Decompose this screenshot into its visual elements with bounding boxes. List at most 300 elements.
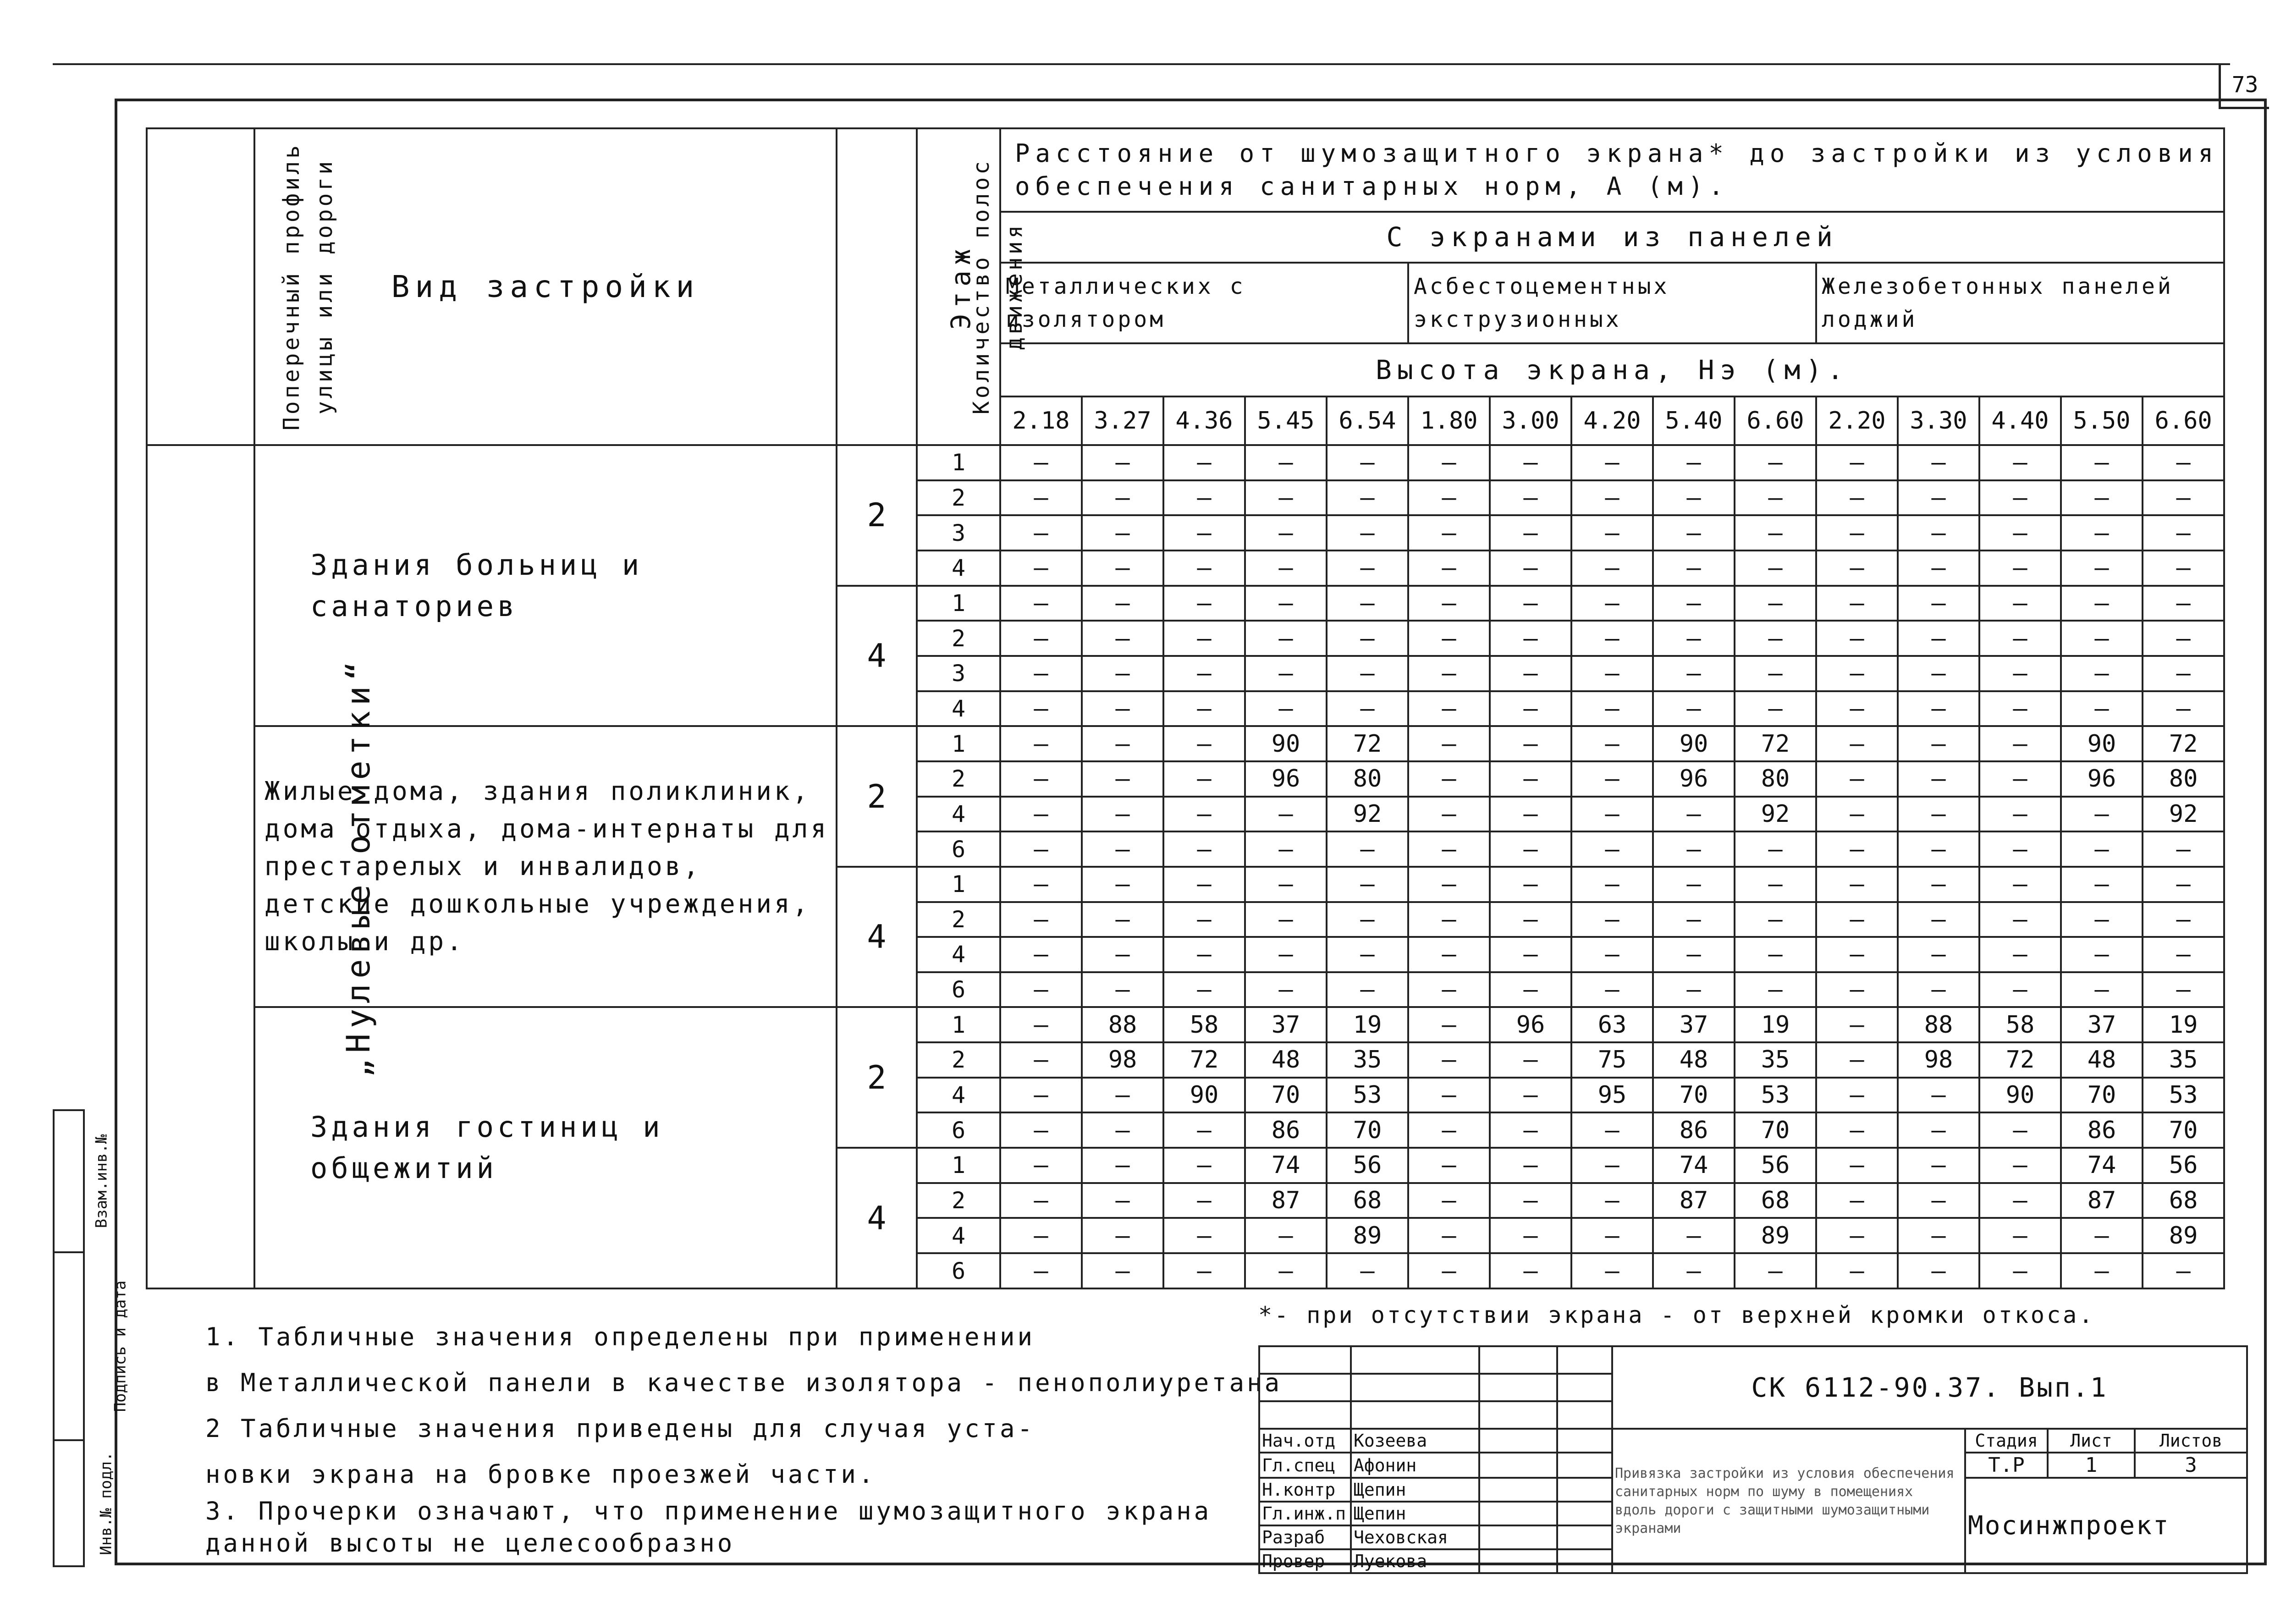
distance-value: — [1898,1112,1979,1148]
building-type-cell: Жилые дома, здания поликлиник, дома отдыха, дома-интернаты для престарелых и инвалидов, детские дошкольные учреждения, школы и др. [254,726,837,1007]
floor-cell: 4 [917,1218,1000,1253]
distance-value: — [1245,515,1327,551]
height-value: 5.45 [1245,396,1327,445]
height-value: 6.54 [1327,396,1408,445]
title-stamp [1258,1345,2248,1574]
floor-cell: 4 [917,551,1000,586]
distance-value: 19 [1327,1007,1408,1042]
height-value: 1.80 [1408,396,1490,445]
distance-value: — [1245,972,1327,1007]
distance-value: — [1000,867,1082,902]
floor-cell: 6 [917,1253,1000,1288]
distance-value: — [1571,902,1653,937]
distance-value: — [1490,972,1571,1007]
distance-value: — [1000,761,1082,797]
distance-value: — [1979,797,2061,832]
distance-value: — [1327,937,1408,972]
distance-value: — [1490,656,1571,691]
distance-value: — [1816,1218,1898,1253]
distance-value: — [1816,445,1898,480]
distance-value: — [1979,1148,2061,1183]
distance-value: — [1898,1183,1979,1218]
stamp-name: Щепин [1351,1478,1479,1502]
distance-value: — [1490,1112,1571,1148]
height-value: 4.36 [1163,396,1245,445]
building-type-header-cell [254,128,837,445]
distance-value: 80 [1735,761,1816,797]
distance-value: — [1163,551,1245,586]
distance-value: — [1816,621,1898,656]
distance-value: — [1816,1183,1898,1218]
distance-value: — [1816,937,1898,972]
distance-value: — [1000,726,1082,761]
distance-value: — [2143,656,2224,691]
footnote: *- при отсутствии экрана - от верхней кромки откоса. [1258,1302,2095,1328]
distance-value: — [1571,621,1653,656]
distance-value: — [1408,972,1490,1007]
floor-cell: 1 [917,726,1000,761]
distance-value: — [1816,1078,1898,1113]
floor-cell: 2 [917,1042,1000,1078]
distance-value: — [1571,551,1653,586]
distance-value: — [1898,797,1979,832]
distance-value: — [1082,480,1163,516]
distance-value: 87 [2061,1183,2143,1218]
distance-value: — [1245,867,1327,902]
distance-value: — [1000,551,1082,586]
height-value: 5.40 [1653,396,1735,445]
distance-value: — [1327,867,1408,902]
distance-value: 70 [1653,1078,1735,1113]
distance-value: — [1000,1183,1082,1218]
distance-value: — [1653,551,1735,586]
height-value: 6.60 [1735,396,1816,445]
distance-value: — [1163,691,1245,727]
floor-cell: 6 [917,831,1000,867]
height-value: 4.20 [1571,396,1653,445]
distance-value: — [1979,515,2061,551]
distance-value: — [1163,1183,1245,1218]
distance-value: — [1245,621,1327,656]
distance-value: — [2143,621,2224,656]
panels-header-cell [1000,212,2224,263]
distance-value: — [1653,586,1735,621]
distance-value: — [2061,586,2143,621]
table-row [147,1007,2224,1042]
distance-value: 98 [1898,1042,1979,1078]
distance-value: — [1816,902,1898,937]
distance-value: — [1408,761,1490,797]
height-value: 3.00 [1490,396,1571,445]
distance-value: — [1653,831,1735,867]
distance-value: 87 [1245,1183,1327,1218]
distance-value: — [1735,867,1816,902]
distance-value: — [2143,1253,2224,1288]
distance-value: — [1653,1218,1735,1253]
distance-value: — [1408,1148,1490,1183]
distance-value: — [2061,797,2143,832]
distance-value: — [1571,1218,1653,1253]
distance-value: — [1816,761,1898,797]
distance-value: — [1082,761,1163,797]
note-1a: 1. Табличные значения определены при применении [205,1322,1036,1351]
stamp-role: Разраб [1259,1525,1351,1549]
lanes-cell: 4 [837,1148,917,1288]
distance-value: 90 [1163,1078,1245,1113]
distance-value: 56 [1735,1148,1816,1183]
distance-value: 68 [2143,1183,2224,1218]
distance-value: — [1490,1148,1571,1183]
floor-cell: 2 [917,902,1000,937]
distance-value: — [1408,480,1490,516]
distance-value: — [2061,551,2143,586]
distance-value: — [1979,691,2061,727]
distance-value: — [1816,867,1898,902]
distance-value: — [1816,726,1898,761]
distance-value: — [1816,797,1898,832]
lanes-cell: 2 [837,445,917,586]
distance-value: — [1898,445,1979,480]
floor-cell: 4 [917,937,1000,972]
floor-cell: 4 [917,1078,1000,1113]
distance-value: — [1408,867,1490,902]
distance-value: — [1898,1078,1979,1113]
distance-value: 56 [1327,1148,1408,1183]
distance-value: — [1082,1183,1163,1218]
building-type-cell: Здания гостиниц и общежитий [254,1007,837,1288]
stamp-role: Нач.отд [1259,1429,1351,1453]
distance-value: — [1245,1218,1327,1253]
floor-cell: 1 [917,586,1000,621]
distance-value: — [1163,445,1245,480]
distance-value: — [1082,1078,1163,1113]
distance-value: — [2061,972,2143,1007]
distance-value: — [2061,480,2143,516]
distance-value: — [1653,515,1735,551]
distance-value: — [1000,831,1082,867]
note-3a: 3. Прочерки означают, что применение шумозащитного экрана [205,1497,1212,1525]
distance-value: — [1490,797,1571,832]
distance-value: — [1735,621,1816,656]
distance-value: 37 [1653,1007,1735,1042]
distance-value: — [2061,831,2143,867]
distance-value: — [1735,586,1816,621]
distance-value: — [1490,1253,1571,1288]
distance-value: 35 [1327,1042,1408,1078]
distance-value: — [2061,1218,2143,1253]
distance-value: — [1408,831,1490,867]
distance-value: 96 [2061,761,2143,797]
distance-value: — [1408,902,1490,937]
distance-value: — [1082,445,1163,480]
side-inv-sub: Инв.№ подл. [97,1451,116,1555]
distance-value: — [1735,656,1816,691]
distance-value: — [1816,1112,1898,1148]
distance-value: — [2061,445,2143,480]
stamp-role: Н.контр [1259,1478,1351,1502]
side-strip [53,1109,130,1567]
distance-value: 70 [2061,1078,2143,1113]
distance-value: — [1735,831,1816,867]
distance-value: — [1490,480,1571,516]
distance-value: 48 [1653,1042,1735,1078]
group-metal: Металлических с изолятором [1006,273,1246,332]
height-value: 2.18 [1000,396,1082,445]
distance-value: — [1490,726,1571,761]
distance-value: — [1000,797,1082,832]
distance-value: — [1408,797,1490,832]
distance-value: 72 [1327,726,1408,761]
distance-value: 58 [1979,1007,2061,1042]
distance-value: — [1490,937,1571,972]
distance-value: — [1490,515,1571,551]
distance-value: — [1490,551,1571,586]
distance-value: 86 [2061,1112,2143,1148]
page-number: 73 [2219,63,2269,109]
distance-value: — [1000,1218,1082,1253]
distance-value: — [1082,1112,1163,1148]
distance-value: — [1979,656,2061,691]
distance-value: — [1163,831,1245,867]
stamp-sheets: 3 [2135,1453,2247,1478]
distance-value: — [1408,656,1490,691]
distance-value: — [2143,445,2224,480]
group-asbestos: Асбестоцементных экструзионных [1414,273,1670,332]
panels-header: С экранами из панелей [1386,221,1838,253]
distance-value: — [1979,1112,2061,1148]
distance-value: — [1898,937,1979,972]
distance-value: — [1000,1007,1082,1042]
distance-value: — [2143,586,2224,621]
building-type-cell: Здания больниц и санаториев [254,445,837,726]
distance-value: — [1735,1253,1816,1288]
distance-value: 96 [1245,761,1327,797]
distance-value: — [1245,445,1327,480]
table-row [147,726,2224,761]
table-row [147,445,2224,480]
distance-value: — [1653,691,1735,727]
distance-value: — [1816,831,1898,867]
distance-value: — [1571,831,1653,867]
floor-cell: 2 [917,1183,1000,1218]
distance-value: — [1979,1218,2061,1253]
distance-value: — [1327,831,1408,867]
distance-value: — [2143,515,2224,551]
distance-value: — [1245,551,1327,586]
distance-value: — [1979,445,2061,480]
distance-value: — [1816,691,1898,727]
distance-value: 37 [1245,1007,1327,1042]
side-sign-date: Подпись и дата [111,1280,130,1412]
distance-value: 89 [1327,1218,1408,1253]
distance-value: — [1082,902,1163,937]
distance-value: — [1408,1253,1490,1288]
height-value: 3.30 [1898,396,1979,445]
stamp-code: СК 6112-90.37. Вып.1 [1612,1346,2247,1429]
distance-value: — [1163,480,1245,516]
distance-value: — [1653,972,1735,1007]
distance-value: — [1816,972,1898,1007]
distance-value: 70 [1327,1112,1408,1148]
distance-value: — [1082,831,1163,867]
floor-cell: 4 [917,691,1000,727]
floor-cell: 4 [917,797,1000,832]
stamp-role: Гл.спец [1259,1453,1351,1478]
distance-value: — [1082,1253,1163,1288]
distance-value: — [1000,656,1082,691]
distance-value: — [1898,831,1979,867]
distance-value: — [1408,551,1490,586]
distance-value: 80 [2143,761,2224,797]
distance-value: — [1735,902,1816,937]
distance-value: 53 [1327,1078,1408,1113]
distance-value: — [1245,797,1327,832]
distance-value: 86 [1653,1112,1735,1148]
distance-value: 72 [2143,726,2224,761]
distance-value: 96 [1490,1007,1571,1042]
distance-value: — [1000,1112,1082,1148]
distance-value: — [1898,691,1979,727]
distance-value: — [1163,586,1245,621]
distance-value: — [1898,480,1979,516]
distance-value: — [1245,656,1327,691]
distance-value: — [1735,972,1816,1007]
distance-value: — [2143,831,2224,867]
distance-value: 68 [1327,1183,1408,1218]
distance-value: — [1979,831,2061,867]
distance-value: — [1245,480,1327,516]
distance-value: — [1898,726,1979,761]
top-rule [53,63,2230,65]
distance-value: — [1163,1112,1245,1148]
distance-value: 88 [1898,1007,1979,1042]
distance-value: — [1490,586,1571,621]
distance-value: — [1408,586,1490,621]
floor-cell: 1 [917,1148,1000,1183]
distance-value: — [1490,1218,1571,1253]
distance-value: — [1490,1078,1571,1113]
distance-value: — [1163,761,1245,797]
distance-value: — [1163,1218,1245,1253]
distance-value: 92 [1327,797,1408,832]
distance-value: — [1163,1253,1245,1288]
distance-value: — [1000,1042,1082,1078]
distance-value: 48 [1245,1042,1327,1078]
distance-value: — [1898,1253,1979,1288]
distance-value: — [1082,586,1163,621]
distance-value: — [1653,867,1735,902]
distance-value: — [1082,867,1163,902]
distance-value: — [1082,1148,1163,1183]
distance-value: — [1816,1148,1898,1183]
distance-value: — [1735,551,1816,586]
stamp-stage-label: Стадия [1965,1429,2048,1453]
distance-value: — [1082,797,1163,832]
distance-value: — [1000,1148,1082,1183]
distance-value: — [1571,1183,1653,1218]
distance-value: — [1816,480,1898,516]
distance-value: — [1653,797,1735,832]
distance-value: — [1408,1218,1490,1253]
distance-value: — [1898,656,1979,691]
floor-cell: 2 [917,621,1000,656]
distance-value: — [1245,902,1327,937]
distance-value: — [1490,1042,1571,1078]
distance-value: — [1408,937,1490,972]
height-value: 5.50 [2061,396,2143,445]
distance-value: — [1735,691,1816,727]
distance-value: — [1979,480,2061,516]
distance-value: — [1327,515,1408,551]
distance-value: 88 [1082,1007,1163,1042]
distance-value: 63 [1571,1007,1653,1042]
distance-value: — [1898,902,1979,937]
distance-value: — [1571,1253,1653,1288]
distance-value: — [1653,937,1735,972]
distance-value: — [1082,691,1163,727]
distance-value: — [1408,1078,1490,1113]
distance-value: — [1898,972,1979,1007]
distance-value: — [1571,445,1653,480]
stamp-stage: Т.Р [1965,1453,2048,1478]
distance-value: — [1327,691,1408,727]
distance-value: — [2061,867,2143,902]
distance-value: — [1163,902,1245,937]
distance-value: 53 [2143,1078,2224,1113]
distance-value: — [1979,586,2061,621]
distance-value: — [2143,867,2224,902]
stamp-name: Луекова [1351,1549,1479,1573]
distance-value: — [1898,551,1979,586]
distance-value: — [1163,867,1245,902]
distance-value: — [1979,937,2061,972]
distance-value: — [2143,902,2224,937]
distance-value: — [2061,515,2143,551]
distance-value: — [1082,621,1163,656]
distance-value: — [1979,621,2061,656]
floor-header: Этаж [945,243,976,330]
height-value: 3.27 [1082,396,1163,445]
distance-value: 72 [1163,1042,1245,1078]
distance-value: 86 [1245,1112,1327,1148]
distance-value: — [1000,1078,1082,1113]
distance-value: — [1245,831,1327,867]
distance-value: 37 [2061,1007,2143,1042]
group-concrete-cell [1816,263,2224,344]
distance-value: — [1245,937,1327,972]
distance-value: 70 [1245,1078,1327,1113]
distance-value: — [1327,972,1408,1007]
height-header: Высота экрана, Нэ (м). [1375,354,1849,386]
distance-value: 92 [2143,797,2224,832]
distance-value: 75 [1571,1042,1653,1078]
distance-title-cell [1000,128,2224,212]
distance-value: — [1000,445,1082,480]
distance-value: — [1327,445,1408,480]
note-2b: новки экрана на бровке проезжей части. [205,1460,876,1489]
distance-value: — [1327,480,1408,516]
distance-value: — [1408,621,1490,656]
lanes-header: Количество полос движения [969,159,1027,415]
distance-value: 19 [2143,1007,2224,1042]
distance-value: 87 [1653,1183,1735,1218]
group-asbestos-cell [1408,263,1816,344]
lanes-cell: 2 [837,726,917,867]
floor-cell: 3 [917,515,1000,551]
distance-value: — [1082,515,1163,551]
distance-value: 35 [2143,1042,2224,1078]
distance-value: 89 [2143,1218,2224,1253]
